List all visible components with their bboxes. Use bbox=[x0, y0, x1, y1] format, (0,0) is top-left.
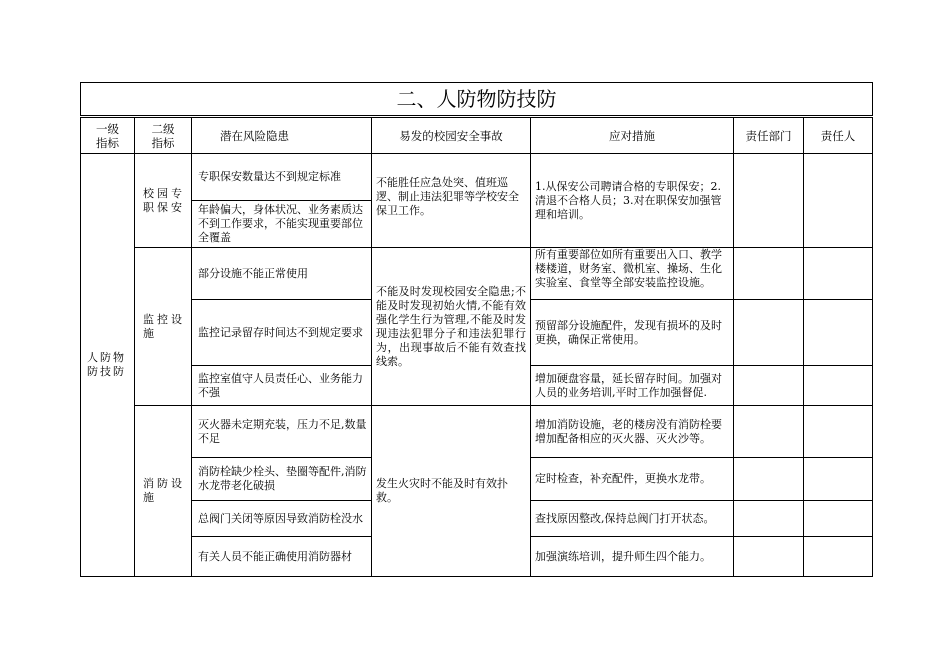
risk-fire-1: 灭火器未定期充装，压力不足,数量不足 bbox=[192, 406, 372, 458]
dept-guards[interactable] bbox=[734, 154, 804, 248]
risk-fire-2: 消防栓缺少栓头、垫圈等配件,消防水龙带老化破损 bbox=[192, 458, 372, 501]
measures-fire-3: 查找原因整改,保持总阀门打开状态。 bbox=[531, 501, 734, 537]
level2-guards: 校园专 职保安 bbox=[135, 154, 192, 248]
dept-fire-4[interactable] bbox=[734, 537, 804, 577]
header-person: 责任人 bbox=[804, 117, 873, 154]
measures-guards: 1.从保安公司聘请合格的专职保安；2.清退不合格人员；3.对在职保安加强管理和培训。 bbox=[531, 154, 734, 248]
person-monitoring-3[interactable] bbox=[804, 366, 873, 406]
header-accident: 易发的校园安全事故 bbox=[372, 117, 531, 154]
accident-fire: 发生火灾时不能及时有效扑救。 bbox=[372, 406, 531, 577]
person-fire-3[interactable] bbox=[804, 501, 873, 537]
dept-monitoring-3[interactable] bbox=[734, 366, 804, 406]
level2-firefighting: 消防设 施 bbox=[135, 406, 192, 577]
person-guards[interactable] bbox=[804, 154, 873, 248]
risk-fire-3: 总阀门关闭等原因导致消防栓没水 bbox=[192, 501, 372, 537]
header-level2: 二级 指标 bbox=[135, 117, 192, 154]
measures-fire-1: 增加消防设施，老的楼房没有消防栓要增加配备相应的灭火器、灭火沙等。 bbox=[531, 406, 734, 458]
dept-monitoring-2[interactable] bbox=[734, 300, 804, 366]
person-monitoring-1[interactable] bbox=[804, 248, 873, 300]
risk-guards-1: 专职保安数量达不到规定标准 bbox=[192, 154, 372, 201]
risk-monitoring-2: 监控记录留存时间达不到规定要求 bbox=[192, 300, 372, 366]
risk-fire-4: 有关人员不能正确使用消防器材 bbox=[192, 537, 372, 577]
person-monitoring-2[interactable] bbox=[804, 300, 873, 366]
risk-monitoring-1: 部分设施不能正常使用 bbox=[192, 248, 372, 300]
header-measures: 应对措施 bbox=[531, 117, 734, 154]
risk-guards-2: 年龄偏大，身体状况、业务素质达不到工作要求，不能实现重要部位全覆盖 bbox=[192, 201, 372, 248]
measures-fire-4: 加强演练培训，提升师生四个能力。 bbox=[531, 537, 734, 577]
accident-monitoring: 不能及时发现校园安全隐患;不能及时发现初始火情,不能有效强化学生行为管理,不能及时发现违法犯罪分子和违法犯罪行为，出现事故后不能有效查找线索。 bbox=[372, 248, 531, 406]
risk-table bbox=[80, 82, 873, 577]
dept-fire-1[interactable] bbox=[734, 406, 804, 458]
measures-monitoring-3: 增加硬盘容量，延长留存时间。加强对人员的业务培训,平时工作加强督促. bbox=[531, 366, 734, 406]
header-level1: 一级 指标 bbox=[81, 117, 135, 154]
accident-guards: 不能胜任应急处突、值班巡逻、制止违法犯罪等学校安全保卫工作。 bbox=[372, 154, 531, 248]
measures-fire-2: 定时检查，补充配件，更换水龙带。 bbox=[531, 458, 734, 501]
dept-monitoring-1[interactable] bbox=[734, 248, 804, 300]
measures-monitoring-1: 所有重要部位如所有重要出入口、教学楼楼道，财务室、微机室、操场、生化实验室、食堂等全部安装监控设施。 bbox=[531, 248, 734, 300]
dept-fire-3[interactable] bbox=[734, 501, 804, 537]
measures-monitoring-2: 预留部分设施配件，发现有损坏的及时更换，确保正常使用。 bbox=[531, 300, 734, 366]
page-title: 二、人防物防技防 bbox=[81, 83, 873, 117]
dept-fire-2[interactable] bbox=[734, 458, 804, 501]
header-risk: 潜在风险隐患 bbox=[192, 117, 372, 154]
person-fire-2[interactable] bbox=[804, 458, 873, 501]
level2-monitoring: 监控设 施 bbox=[135, 248, 192, 406]
person-fire-1[interactable] bbox=[804, 406, 873, 458]
risk-monitoring-3: 监控室值守人员责任心、业务能力不强 bbox=[192, 366, 372, 406]
header-department: 责任部门 bbox=[734, 117, 804, 154]
level1-cell: 人防物 防技防 bbox=[81, 154, 135, 577]
person-fire-4[interactable] bbox=[804, 537, 873, 577]
